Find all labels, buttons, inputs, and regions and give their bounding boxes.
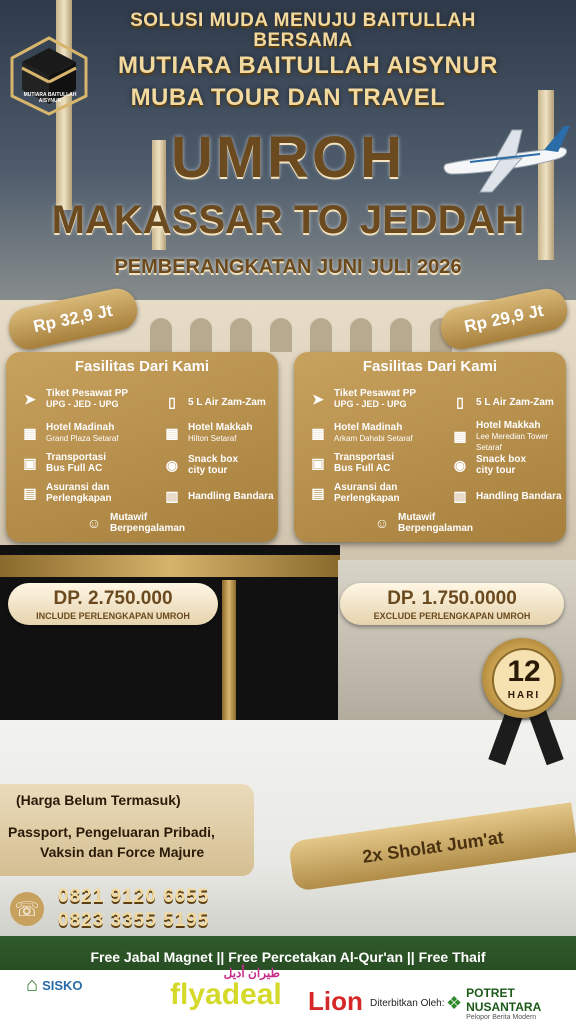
kaaba-door xyxy=(222,580,236,730)
feature-sub: Arkam Dahabi Setaraf xyxy=(334,434,413,443)
exclusions-text-2: Vaksin dan Force Majure xyxy=(40,844,205,860)
exclusions-text-1: Passport, Pengeluaran Pribadi, xyxy=(8,824,215,840)
guide-icon: ☺ xyxy=(374,514,390,531)
feature-transport xyxy=(20,452,106,474)
badge-label: HARI xyxy=(507,690,541,701)
phone-icon[interactable]: ☏ xyxy=(10,892,44,926)
jumat-banner: 2x Sholat Jum'at xyxy=(288,802,576,891)
bus-icon: ▣ xyxy=(23,454,37,471)
published-by-label: Diterbitkan Oleh: xyxy=(370,998,445,1009)
sponsor-name: SISKO xyxy=(42,978,83,993)
feature-label: Snack box xyxy=(188,454,239,465)
feature-ticket xyxy=(20,388,128,410)
feature-sub: Lee Meredian Tower Setaraf xyxy=(476,432,549,452)
snack-icon: ◉ xyxy=(165,456,179,473)
header-line3: MUTIARA BAITULLAH AISYNUR xyxy=(117,52,499,79)
free-benefits-bar: Free Jabal Magnet || Free Percetakan Al-Qur'an || Free Thaif xyxy=(90,949,486,965)
clipboard-icon: ▤ xyxy=(23,484,37,501)
feature-label: Asuransi dan xyxy=(334,482,398,493)
feature-sub: Hilton Setaraf xyxy=(188,434,237,443)
feature-label: 5 L Air Zam-Zam xyxy=(476,396,554,408)
header-line2: BERSAMA xyxy=(253,30,353,51)
down-payment-note: INCLUDE PERLENGKAPAN UMROH xyxy=(36,611,190,621)
luggage-icon: ▥ xyxy=(165,487,179,504)
price-tag-package-2: Rp 29,9 Jt xyxy=(437,285,571,353)
contact-phones xyxy=(10,882,260,936)
guide-icon: ☺ xyxy=(86,514,102,531)
sponsor-arabic: طيران أديل xyxy=(223,966,280,980)
feature-insurance xyxy=(20,482,112,504)
facilities-card-1 xyxy=(6,352,278,542)
down-payment-value: DP. 2.750.000 xyxy=(53,588,173,609)
feature-snack xyxy=(162,454,238,476)
publisher-logo xyxy=(446,986,576,1021)
arch xyxy=(350,318,372,352)
feature-label: Hotel Makkah xyxy=(476,420,541,431)
feature-label: Asuransi dan xyxy=(46,482,110,493)
feature-sub: Berpengalaman xyxy=(398,523,474,534)
clipboard-icon: ▤ xyxy=(311,484,325,501)
hotel-icon: ▦ xyxy=(311,424,325,441)
badge-number: 12 xyxy=(507,655,541,688)
feature-label: Mutawif xyxy=(110,512,148,523)
feature-hotel-madinah xyxy=(20,422,118,444)
feature-sub: Bus Full AC xyxy=(334,463,391,474)
feature-sub: Grand Plaza Setaraf xyxy=(46,434,119,443)
down-payment-value: DP. 1.750.0000 xyxy=(387,588,517,609)
sponsor-name: flyadeal xyxy=(170,978,282,1011)
header-line4: MUBA TOUR DAN TRAVEL xyxy=(130,84,446,111)
feature-sub: city tour xyxy=(476,465,516,476)
feature-label: Tiket Pesawat PP xyxy=(334,388,417,399)
feature-label: Mutawif xyxy=(398,512,436,523)
feature-transport xyxy=(308,452,394,474)
feature-sub: UPG - JED - UPG xyxy=(334,399,407,409)
arch xyxy=(270,318,292,352)
feature-label: Handling Bandara xyxy=(476,490,562,502)
main-title: UMROH xyxy=(170,125,406,190)
feature-label: Hotel Makkah xyxy=(188,422,253,433)
feature-handling xyxy=(162,486,274,506)
publisher-tagline: Pelopor Berita Modern xyxy=(466,1014,537,1021)
feature-insurance xyxy=(308,482,400,504)
water-bottle-icon: ▯ xyxy=(456,393,464,410)
phone-number-1[interactable]: 0821 9120 6655 xyxy=(58,886,210,907)
sponsor-name: Lion xyxy=(308,986,363,1016)
feature-sub: Bus Full AC xyxy=(46,463,103,474)
feature-sub: city tour xyxy=(188,465,228,476)
sisko-logo xyxy=(26,974,83,997)
header-line1: SOLUSI MUDA MENUJU BAITULLAH xyxy=(130,10,476,31)
feature-label: Hotel Madinah xyxy=(46,422,115,433)
feature-sub: Perlengkapan xyxy=(46,493,112,504)
airplane-icon xyxy=(440,118,572,196)
lion-logo xyxy=(308,986,363,1017)
water-bottle-icon: ▯ xyxy=(168,393,176,410)
departure-date: PEMBERANGKATAN JUNI JULI 2026 xyxy=(114,256,462,278)
phone-number-2[interactable]: 0823 3355 5195 xyxy=(58,910,210,931)
feature-zamzam xyxy=(450,392,554,412)
mosque-icon: ⌂ xyxy=(26,974,39,996)
feature-zamzam xyxy=(162,392,266,412)
snack-icon: ◉ xyxy=(453,456,467,473)
feature-hotel-madinah xyxy=(308,422,413,444)
facilities-title: Fasilitas Dari Kami xyxy=(362,358,498,375)
feature-snack xyxy=(450,454,526,476)
facilities-title: Fasilitas Dari Kami xyxy=(74,358,210,375)
price-tag-package-1: Rp 32,9 Jt xyxy=(5,285,141,353)
badge-inner xyxy=(492,648,556,712)
arch xyxy=(150,318,172,352)
feature-hotel-makkah xyxy=(450,420,570,453)
arch xyxy=(310,318,332,352)
arch xyxy=(230,318,252,352)
down-payment-box-1 xyxy=(8,583,218,625)
feature-label: Hotel Madinah xyxy=(334,422,403,433)
arch xyxy=(390,318,412,352)
feature-handling xyxy=(450,486,562,506)
days-badge xyxy=(482,638,562,718)
feature-label: Handling Bandara xyxy=(188,490,274,502)
facilities-card-2 xyxy=(294,352,566,542)
feature-mutawif xyxy=(372,512,473,534)
down-payment-box-2 xyxy=(340,583,564,625)
feature-label: Snack box xyxy=(476,454,527,465)
hotel-icon: ▦ xyxy=(453,428,467,444)
feature-hotel-makkah xyxy=(162,422,252,444)
feature-label: Transportasi xyxy=(334,452,395,463)
plane-icon: ➤ xyxy=(312,390,324,407)
publisher-icon: ❖ xyxy=(446,993,463,1013)
feature-sub: Berpengalaman xyxy=(110,523,186,534)
down-payment-note: EXCLUDE PERLENGKAPAN UMROH xyxy=(373,611,531,621)
plane-icon: ➤ xyxy=(24,390,36,407)
route-title: MAKASSAR TO JEDDAH xyxy=(51,198,525,242)
arch xyxy=(190,318,212,352)
feature-label: 5 L Air Zam-Zam xyxy=(188,396,266,408)
exclusions-title: (Harga Belum Termasuk) xyxy=(16,792,181,808)
feature-sub: UPG - JED - UPG xyxy=(46,399,119,409)
feature-sub: Perlengkapan xyxy=(334,493,400,504)
exclusions-box xyxy=(0,784,254,876)
kaaba-gold-band xyxy=(0,555,340,577)
logo-text: MUTIARA BAITULLAH AISYNUR xyxy=(23,92,77,104)
hotel-icon: ▦ xyxy=(165,424,179,441)
luggage-icon: ▥ xyxy=(453,487,467,504)
feature-label: Tiket Pesawat PP xyxy=(46,388,129,399)
feature-mutawif xyxy=(84,512,185,534)
hotel-icon: ▦ xyxy=(23,424,37,441)
feature-ticket xyxy=(308,388,416,410)
flyadeal-logo xyxy=(170,966,282,1010)
publisher-name: POTRET NUSANTARA xyxy=(466,986,542,1014)
feature-label: Transportasi xyxy=(46,452,107,463)
bus-icon: ▣ xyxy=(311,454,325,471)
